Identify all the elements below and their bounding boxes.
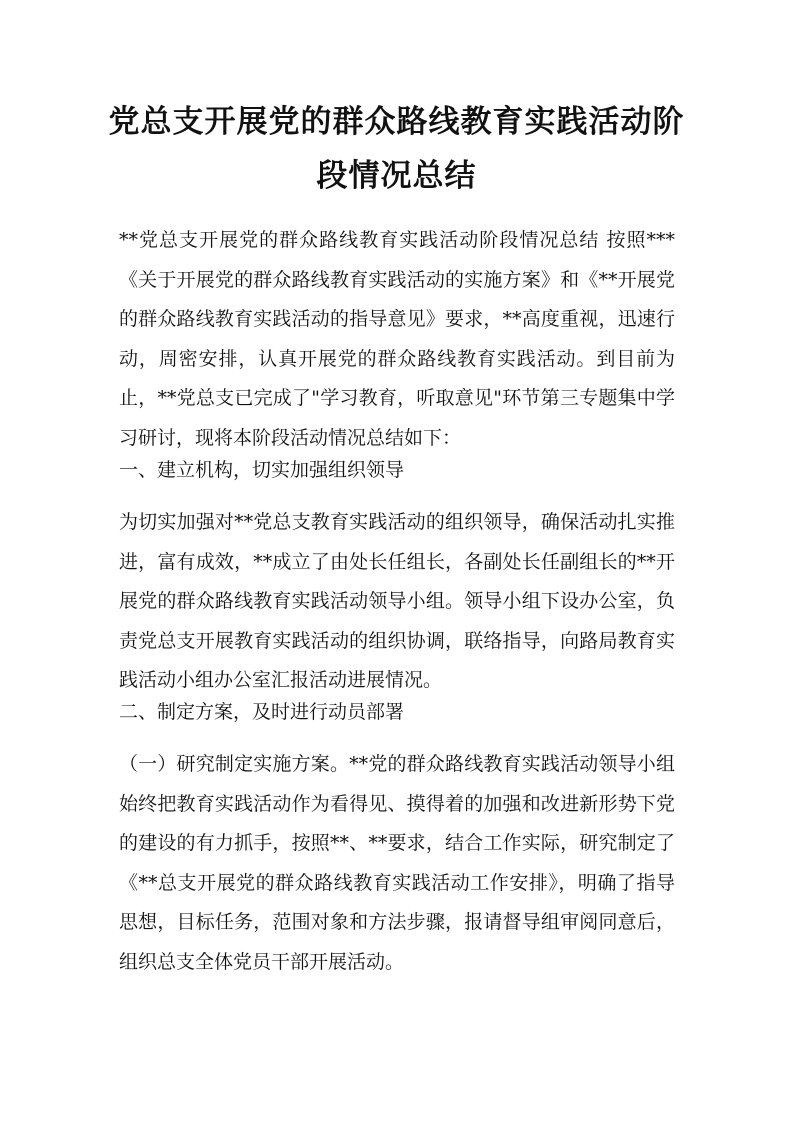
section-heading-2: 二、制定方案，及时进行动员部署	[119, 701, 405, 723]
intro-paragraph: **党总支开展党的群众路线教育实践活动阶段情况总结 按照***《关于开展党的群众路线教育实践活动的实施方案》和《**开展党的群众路线教育实践活动的指导意见》要求，**高度重视，迅速行动，周密安排，认真开展党的群众路线教育实践活动。到目前为止，**党总支已完成了"学习教育，听取意见"环节第三专题集中学习研讨，现将本阶段活动情况总结如下：	[119, 229, 675, 449]
document-title-line-1: 党总支开展党的群众路线教育实践活动阶	[108, 104, 685, 140]
section-1-paragraph: 为切实加强对**党总支教育实践活动的组织领导，确保活动扎实推进，富有成效，**成立了由处长任组长，各副处长任副组长的**开展党的群众路线教育实践活动领导小组。领导小组下设办公室，负责党总支开展教育实践活动的组织协调，联络指导，向路局教育实践活动小组办公室汇报活动进展情况。	[119, 511, 675, 691]
section-heading-1: 一、建立机构，切实加强组织领导	[119, 459, 405, 481]
document-title-line-2: 段情况总结	[316, 158, 477, 194]
section-2-paragraph: （一）研究制定实施方案。**党的群众路线教育实践活动领导小组始终把教育实践活动作为看得见、摸得着的加强和改进新形势下党的建设的有力抓手，按照**、**要求，结合工作实际，研究制定了《**总支开展党的群众路线教育实践活动工作安排》，明确了指导思想，目标任务，范围对象和方法步骤，报请督导组审阅同意后，组织总支全体党员干部开展活动。	[119, 753, 675, 973]
